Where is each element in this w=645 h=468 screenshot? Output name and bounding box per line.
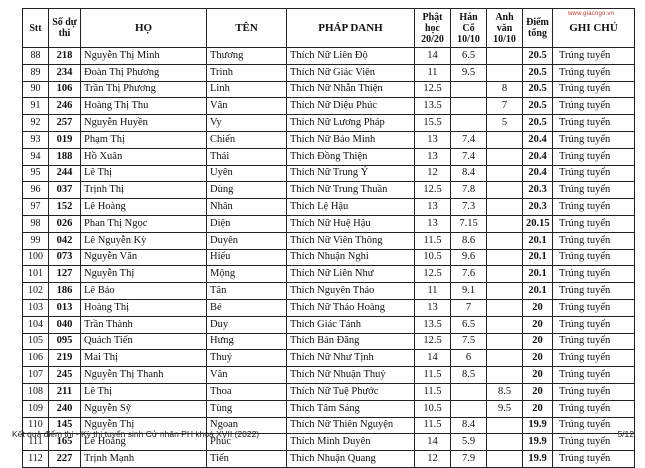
cell-diem-tong: 20.5 [523, 64, 553, 81]
cell-ghi-chu: Trúng tuyển [553, 400, 635, 417]
cell-han-co: 7.9 [451, 451, 487, 468]
table-row [23, 115, 635, 132]
cell-diem-tong: 20.5 [523, 48, 553, 65]
cell-ho: Lê Thị [81, 383, 207, 400]
cell-ghi-chu: Trúng tuyển [553, 434, 635, 451]
cell-ho: Nguyễn Thị [81, 266, 207, 283]
cell-phat-hoc: 10.5 [415, 400, 451, 417]
cell-phat-hoc: 12.5 [415, 333, 451, 350]
cell-phat-hoc: 13.5 [415, 98, 451, 115]
cell-diem-tong: 20.4 [523, 165, 553, 182]
cell-anh-van [487, 165, 523, 182]
cell-diem-tong: 20.15 [523, 215, 553, 232]
cell-phat-hoc: 11.5 [415, 232, 451, 249]
table-row [23, 148, 635, 165]
cell-ho: Nguyễn Văn [81, 249, 207, 266]
table-row [23, 232, 635, 249]
cell-ho: Lê Thị [81, 165, 207, 182]
cell-phap-danh: Thích Nguyên Thảo [287, 283, 415, 300]
cell-sbd: 095 [49, 333, 81, 350]
cell-anh-van [487, 333, 523, 350]
cell-stt: 101 [23, 266, 49, 283]
cell-diem-tong: 20.5 [523, 98, 553, 115]
cell-stt: 109 [23, 400, 49, 417]
table-row [23, 249, 635, 266]
header-ho: HỌ [81, 9, 207, 48]
page-number: 5/12 [617, 429, 634, 439]
cell-phap-danh: Thích Nữ Huệ Hậu [287, 215, 415, 232]
cell-phap-danh: Thích Minh Duyên [287, 434, 415, 451]
cell-han-co: 6.5 [451, 316, 487, 333]
cell-sbd: 040 [49, 316, 81, 333]
header-diem-tong: Điểm tổng [523, 9, 553, 48]
cell-stt: 93 [23, 131, 49, 148]
cell-phat-hoc: 11 [415, 64, 451, 81]
cell-sbd: 013 [49, 299, 81, 316]
table-row [23, 131, 635, 148]
header-han-co: Hán Cổ 10/10 [451, 9, 487, 48]
cell-ghi-chu: Trúng tuyển [553, 115, 635, 132]
cell-anh-van: 7 [487, 98, 523, 115]
cell-stt: 89 [23, 64, 49, 81]
cell-ho: Hoàng Thị Thu [81, 98, 207, 115]
cell-phat-hoc: 13.5 [415, 316, 451, 333]
cell-ghi-chu: Trúng tuyển [553, 417, 635, 434]
cell-ho: Nguyễn Sỹ [81, 400, 207, 417]
cell-han-co [451, 98, 487, 115]
cell-ten: Dùng [207, 182, 287, 199]
cell-sbd: 145 [49, 417, 81, 434]
cell-anh-van [487, 199, 523, 216]
cell-diem-tong: 20 [523, 316, 553, 333]
cell-stt: 99 [23, 232, 49, 249]
cell-stt: 110 [23, 417, 49, 434]
cell-phap-danh: Thích Nữ Liên Độ [287, 48, 415, 65]
cell-ghi-chu: Trúng tuyển [553, 283, 635, 300]
cell-ten: Vân [207, 98, 287, 115]
cell-phap-danh: Thích Nữ Bảo Minh [287, 131, 415, 148]
header-ghi-chu: GHI CHÚ [553, 9, 635, 48]
cell-anh-van [487, 417, 523, 434]
cell-stt: 108 [23, 383, 49, 400]
cell-ten: Linh [207, 81, 287, 98]
cell-stt: 102 [23, 283, 49, 300]
table-row [23, 316, 635, 333]
cell-phap-danh: Thích Nữ Viên Thông [287, 232, 415, 249]
table-row [23, 333, 635, 350]
watermark-text: www.giacngo.vn [568, 11, 615, 17]
cell-ghi-chu: Trúng tuyển [553, 81, 635, 98]
cell-ten: Vy [207, 115, 287, 132]
cell-anh-van [487, 232, 523, 249]
cell-ho: Phan Thị Ngọc [81, 215, 207, 232]
table-row [23, 64, 635, 81]
cell-ten: Mộng [207, 266, 287, 283]
cell-ho: Trịnh Thị [81, 182, 207, 199]
cell-han-co: 7.15 [451, 215, 487, 232]
cell-ho: Mai Thị [81, 350, 207, 367]
cell-han-co: 7.4 [451, 148, 487, 165]
cell-anh-van: 9.5 [487, 400, 523, 417]
results-table [22, 8, 635, 468]
cell-phap-danh: Thích Nữ Giác Viên [287, 64, 415, 81]
cell-ten: Diện [207, 215, 287, 232]
cell-ho: Nguyễn Thị Minh [81, 48, 207, 65]
footer-caption: Kết quả điểm thi - Kỳ thi tuyển sinh Cử nhân PH khoá XVII (2022) [12, 429, 260, 439]
header-phap-danh: PHÁP DANH [287, 9, 415, 48]
cell-ho: Nguyễn Huyền [81, 115, 207, 132]
cell-diem-tong: 20 [523, 400, 553, 417]
cell-phat-hoc: 15.5 [415, 115, 451, 132]
cell-stt: 104 [23, 316, 49, 333]
cell-ghi-chu: Trúng tuyển [553, 199, 635, 216]
cell-phap-danh: Thích Nữ Nhuận Thuỷ [287, 367, 415, 384]
cell-ten: Duy [207, 316, 287, 333]
cell-ten: Thoa [207, 383, 287, 400]
cell-han-co: 8.4 [451, 417, 487, 434]
cell-ten: Hiếu [207, 249, 287, 266]
cell-ghi-chu: Trúng tuyển [553, 350, 635, 367]
cell-ten: Hưng [207, 333, 287, 350]
table-body [23, 48, 635, 468]
cell-diem-tong: 20.1 [523, 249, 553, 266]
cell-diem-tong: 20.5 [523, 115, 553, 132]
header-row [23, 9, 635, 48]
cell-ten: Uyên [207, 165, 287, 182]
cell-han-co: 5.9 [451, 434, 487, 451]
cell-phat-hoc: 14 [415, 350, 451, 367]
cell-phat-hoc: 13 [415, 215, 451, 232]
cell-han-co: 7.8 [451, 182, 487, 199]
cell-ho: Hoàng Thị [81, 299, 207, 316]
cell-sbd: 042 [49, 232, 81, 249]
table-row [23, 98, 635, 115]
cell-ten: Phúc [207, 434, 287, 451]
cell-phat-hoc: 13 [415, 148, 451, 165]
cell-sbd: 165 [49, 434, 81, 451]
cell-diem-tong: 20 [523, 367, 553, 384]
cell-ho: Quách Tiến [81, 333, 207, 350]
cell-phat-hoc: 13 [415, 131, 451, 148]
cell-diem-tong: 19.9 [523, 451, 553, 468]
cell-anh-van [487, 48, 523, 65]
cell-anh-van [487, 148, 523, 165]
cell-sbd: 152 [49, 199, 81, 216]
cell-sbd: 218 [49, 48, 81, 65]
header-sbd: Số dự thi [49, 9, 81, 48]
cell-stt: 106 [23, 350, 49, 367]
cell-ghi-chu: Trúng tuyển [553, 215, 635, 232]
cell-diem-tong: 19.9 [523, 417, 553, 434]
cell-ghi-chu: Trúng tuyển [553, 333, 635, 350]
header-ten: TÊN [207, 9, 287, 48]
cell-sbd: 106 [49, 81, 81, 98]
table-row [23, 367, 635, 384]
cell-ten: Duyên [207, 232, 287, 249]
cell-han-co [451, 81, 487, 98]
cell-diem-tong: 20 [523, 299, 553, 316]
cell-phat-hoc: 11.5 [415, 417, 451, 434]
cell-sbd: 019 [49, 131, 81, 148]
cell-anh-van [487, 350, 523, 367]
cell-diem-tong: 20.3 [523, 199, 553, 216]
header-phat-hoc: Phật học 20/20 [415, 9, 451, 48]
cell-han-co: 7.6 [451, 266, 487, 283]
cell-ghi-chu: Trúng tuyển [553, 451, 635, 468]
cell-sbd: 073 [49, 249, 81, 266]
header-anh-van: Anh văn 10/10 [487, 9, 523, 48]
cell-han-co: 8.5 [451, 367, 487, 384]
cell-ghi-chu: Trúng tuyển [553, 148, 635, 165]
cell-ten: Tiến [207, 451, 287, 468]
cell-sbd: 211 [49, 383, 81, 400]
cell-anh-van [487, 283, 523, 300]
cell-ghi-chu: Trúng tuyển [553, 383, 635, 400]
cell-phat-hoc: 11 [415, 283, 451, 300]
cell-phap-danh: Thích Nhuận Quang [287, 451, 415, 468]
cell-sbd: 037 [49, 182, 81, 199]
cell-ten: Thái [207, 148, 287, 165]
cell-sbd: 026 [49, 215, 81, 232]
cell-stt: 97 [23, 199, 49, 216]
table-row [23, 350, 635, 367]
cell-stt: 96 [23, 182, 49, 199]
cell-ho: Lê Nguyễn Kỳ [81, 232, 207, 249]
cell-ghi-chu: Trúng tuyển [553, 131, 635, 148]
cell-anh-van [487, 367, 523, 384]
cell-ho: Đoàn Thị Phương [81, 64, 207, 81]
cell-phap-danh: Thích Đồng Thiện [287, 148, 415, 165]
table-row [23, 383, 635, 400]
cell-phat-hoc: 14 [415, 48, 451, 65]
cell-sbd: 240 [49, 400, 81, 417]
cell-diem-tong: 20.1 [523, 283, 553, 300]
cell-diem-tong: 20.4 [523, 148, 553, 165]
cell-ho: Trần Thị Phương [81, 81, 207, 98]
cell-stt: 95 [23, 165, 49, 182]
cell-phap-danh: Thích Nữ Tuệ Phước [287, 383, 415, 400]
cell-phap-danh: Thích Giác Tánh [287, 316, 415, 333]
cell-sbd: 245 [49, 367, 81, 384]
cell-han-co [451, 115, 487, 132]
cell-stt: 103 [23, 299, 49, 316]
cell-phat-hoc: 11.5 [415, 383, 451, 400]
cell-sbd: 127 [49, 266, 81, 283]
cell-anh-van [487, 451, 523, 468]
cell-ho: Lê Bảo [81, 283, 207, 300]
cell-han-co: 7.3 [451, 199, 487, 216]
cell-ghi-chu: Trúng tuyển [553, 98, 635, 115]
cell-han-co: 9.1 [451, 283, 487, 300]
table-row [23, 215, 635, 232]
cell-phap-danh: Thích Nữ Thảo Hoàng [287, 299, 415, 316]
cell-sbd: 188 [49, 148, 81, 165]
cell-diem-tong: 20.3 [523, 182, 553, 199]
cell-ghi-chu: Trúng tuyển [553, 249, 635, 266]
cell-han-co: 6.5 [451, 48, 487, 65]
cell-ten: Bé [207, 299, 287, 316]
cell-anh-van: 8 [487, 81, 523, 98]
table-row [23, 283, 635, 300]
cell-han-co: 7.5 [451, 333, 487, 350]
cell-han-co: 7.4 [451, 131, 487, 148]
cell-phap-danh: Thích Nữ Thiên Nguyện [287, 417, 415, 434]
cell-phat-hoc: 12 [415, 165, 451, 182]
cell-stt: 91 [23, 98, 49, 115]
cell-ghi-chu: Trúng tuyển [553, 48, 635, 65]
cell-phat-hoc: 12 [415, 451, 451, 468]
cell-ho: Nguyễn Thị [81, 417, 207, 434]
table-row [23, 299, 635, 316]
cell-diem-tong: 20.1 [523, 232, 553, 249]
cell-han-co: 6 [451, 350, 487, 367]
cell-han-co: 8.4 [451, 165, 487, 182]
cell-ten: Trinh [207, 64, 287, 81]
cell-han-co: 8.6 [451, 232, 487, 249]
cell-ten: Nhân [207, 199, 287, 216]
cell-ghi-chu: Trúng tuyển [553, 64, 635, 81]
cell-diem-tong: 20 [523, 350, 553, 367]
cell-ho: Nguyễn Thị Thanh [81, 367, 207, 384]
cell-ten: Thuý [207, 350, 287, 367]
cell-ten: Thương [207, 48, 287, 65]
cell-phap-danh: Thích Nhuận Nghi [287, 249, 415, 266]
cell-stt: 107 [23, 367, 49, 384]
cell-diem-tong: 20 [523, 383, 553, 400]
cell-ten: Vân [207, 367, 287, 384]
cell-anh-van [487, 266, 523, 283]
cell-sbd: 244 [49, 165, 81, 182]
table-row [23, 81, 635, 98]
cell-han-co [451, 383, 487, 400]
table-row [23, 182, 635, 199]
cell-han-co: 9.5 [451, 64, 487, 81]
cell-phap-danh: Thích Bản Đăng [287, 333, 415, 350]
cell-ghi-chu: Trúng tuyển [553, 316, 635, 333]
cell-ho: Lê Hoàng [81, 434, 207, 451]
cell-ghi-chu: Trúng tuyển [553, 266, 635, 283]
cell-ho: Hồ Xuân [81, 148, 207, 165]
cell-anh-van [487, 215, 523, 232]
cell-ho: Phạm Thị [81, 131, 207, 148]
cell-sbd: 186 [49, 283, 81, 300]
cell-ten: Tùng [207, 400, 287, 417]
table-row [23, 199, 635, 216]
cell-ten: Ngoan [207, 417, 287, 434]
cell-stt: 105 [23, 333, 49, 350]
cell-phap-danh: Thích Nữ Trung Thuần [287, 182, 415, 199]
cell-stt: 100 [23, 249, 49, 266]
cell-phap-danh: Thích Nữ Liên Như [287, 266, 415, 283]
cell-ho: Trịnh Mạnh [81, 451, 207, 468]
cell-anh-van [487, 316, 523, 333]
cell-ghi-chu: Trúng tuyển [553, 232, 635, 249]
cell-phap-danh: Thích Nữ Lương Pháp [287, 115, 415, 132]
cell-anh-van [487, 182, 523, 199]
cell-phat-hoc: 13 [415, 199, 451, 216]
results-sheet [22, 8, 634, 468]
cell-stt: 98 [23, 215, 49, 232]
table-row [23, 266, 635, 283]
cell-phat-hoc: 10.5 [415, 249, 451, 266]
cell-phap-danh: Thích Tâm Sáng [287, 400, 415, 417]
cell-phat-hoc: 13 [415, 299, 451, 316]
cell-diem-tong: 20.4 [523, 131, 553, 148]
cell-stt: 92 [23, 115, 49, 132]
cell-anh-van: 5 [487, 115, 523, 132]
cell-han-co [451, 400, 487, 417]
cell-sbd: 246 [49, 98, 81, 115]
table-row [23, 400, 635, 417]
cell-phat-hoc: 12.5 [415, 266, 451, 283]
cell-diem-tong: 20.5 [523, 81, 553, 98]
cell-sbd: 257 [49, 115, 81, 132]
cell-diem-tong: 19.9 [523, 434, 553, 451]
table-row [23, 48, 635, 65]
cell-han-co: 9.6 [451, 249, 487, 266]
cell-sbd: 227 [49, 451, 81, 468]
cell-phap-danh: Thích Lệ Hậu [287, 199, 415, 216]
cell-anh-van [487, 64, 523, 81]
cell-sbd: 219 [49, 350, 81, 367]
cell-sbd: 234 [49, 64, 81, 81]
table-row [23, 165, 635, 182]
cell-ho: Trần Thành [81, 316, 207, 333]
cell-stt: 94 [23, 148, 49, 165]
cell-ghi-chu: Trúng tuyển [553, 299, 635, 316]
cell-ghi-chu: Trúng tuyển [553, 367, 635, 384]
cell-anh-van [487, 299, 523, 316]
cell-phap-danh: Thích Nữ Trung Ý [287, 165, 415, 182]
cell-han-co: 7 [451, 299, 487, 316]
cell-anh-van [487, 249, 523, 266]
cell-phat-hoc: 14 [415, 434, 451, 451]
cell-anh-van [487, 434, 523, 451]
cell-phap-danh: Thích Nữ Như Tịnh [287, 350, 415, 367]
cell-stt: 112 [23, 451, 49, 468]
cell-diem-tong: 20.1 [523, 266, 553, 283]
cell-phat-hoc: 12.5 [415, 182, 451, 199]
cell-stt: 88 [23, 48, 49, 65]
cell-ghi-chu: Trúng tuyển [553, 182, 635, 199]
cell-anh-van [487, 131, 523, 148]
cell-phat-hoc: 12.5 [415, 81, 451, 98]
cell-stt: 111 [23, 434, 49, 451]
cell-diem-tong: 20 [523, 333, 553, 350]
cell-phap-danh: Thích Nữ Nhẫn Thiện [287, 81, 415, 98]
cell-stt: 90 [23, 81, 49, 98]
cell-phap-danh: Thích Nữ Diệu Phúc [287, 98, 415, 115]
cell-ghi-chu: Trúng tuyển [553, 165, 635, 182]
cell-ten: Tân [207, 283, 287, 300]
cell-phat-hoc: 11.5 [415, 367, 451, 384]
cell-ten: Chiến [207, 131, 287, 148]
table-row [23, 451, 635, 468]
header-stt: Stt [23, 9, 49, 48]
cell-ho: Lê Hoàng [81, 199, 207, 216]
cell-anh-van: 8.5 [487, 383, 523, 400]
